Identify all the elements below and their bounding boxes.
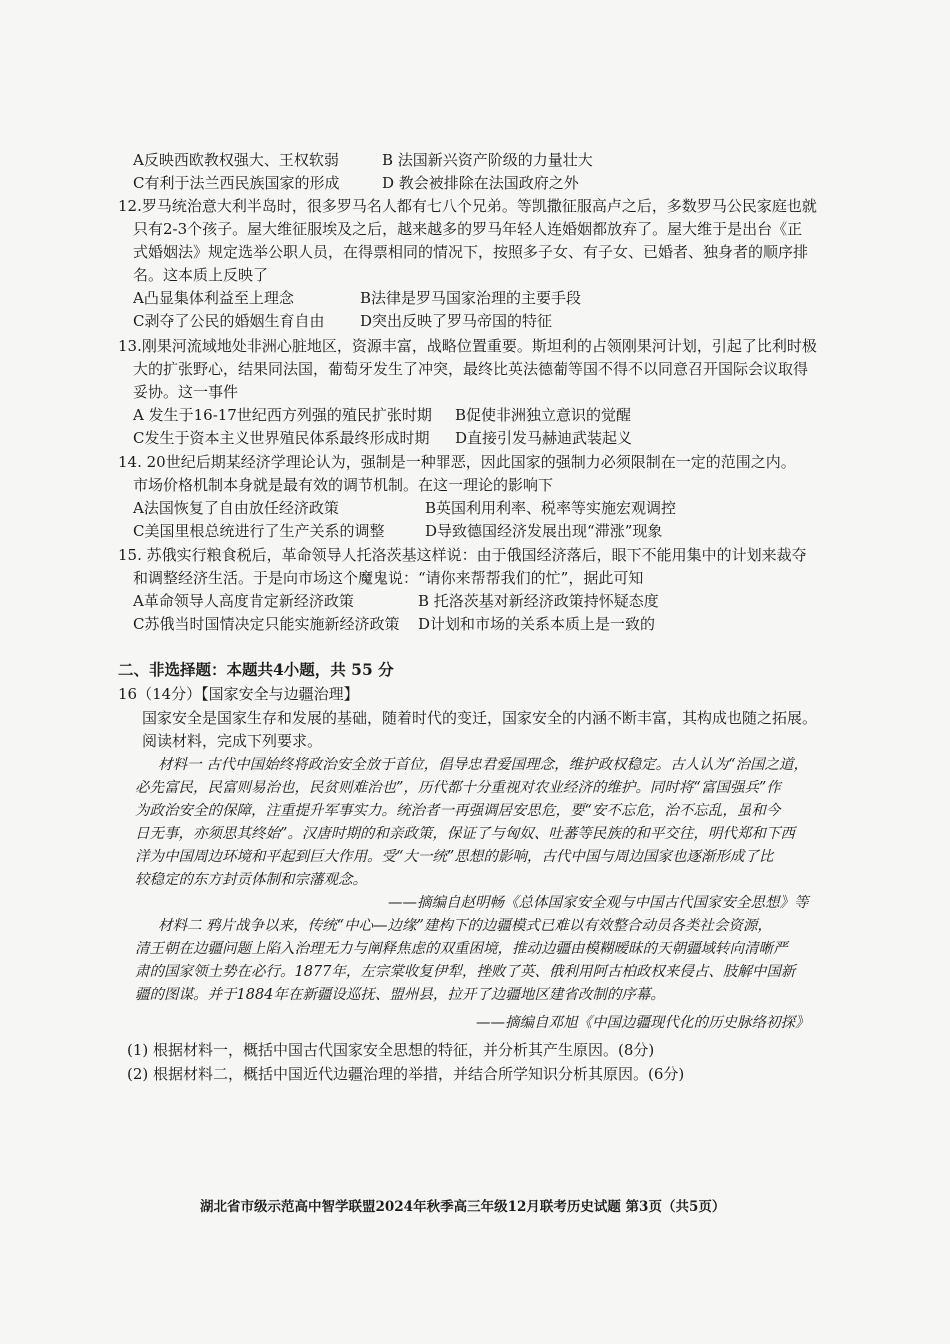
q14-option-b: B英国利用利率、税率等实施宏观调控 xyxy=(425,499,677,517)
q11-option-b: B 法国新兴资产阶级的力量壮大 xyxy=(382,151,593,169)
q14-option-c: C美国里根总统进行了生产关系的调整 xyxy=(133,522,385,540)
material1-line: 必先富民，民富则易治也，民贫则难治也”，历代都十分重视对农业经济的维护。同时将“富国强兵”作 xyxy=(135,780,781,796)
q11-option-a: A反映西欧教权强大、王权软弱 xyxy=(133,151,339,169)
q13-stem-line: 13.刚果河流域地处非洲心脏地区，资源丰富，战略位置重要。斯坦利的占领刚果河计划，引起了比利时极 xyxy=(118,337,817,355)
q12-stem-line: 12.罗马统治意大利半岛时，很多罗马名人都有七八个兄弟。等凯撒征服高卢之后，多数罗马公民家庭也就 xyxy=(118,197,817,215)
q13-option-a: A 发生于16-17世纪西方列强的殖民扩张时期 xyxy=(133,406,432,424)
q14-stem-line: 14. 20世纪后期某经济学理论认为，强制是一种罪恶，因此国家的强制力必须限制在一定的范围之内。 xyxy=(118,453,796,471)
q13-option-b: B促使非洲独立意识的觉醒 xyxy=(455,406,632,424)
q16-intro-line: 国家安全是国家生存和发展的基础，随着时代的变迁，国家安全的内涵不断丰富，其构成也随之拓展。 xyxy=(142,709,818,727)
q12-stem-line: 只有2-3个孩子。屋大维征服埃及之后，越来越多的罗马年轻人连婚姻都放弃了。屋大维于是出台《正 xyxy=(133,220,803,238)
material1-line: 较稳定的东方封贡体制和宗藩观念。 xyxy=(135,872,367,888)
q13-stem-line: 大的扩张野心，结果同法国，葡萄牙发生了冲突，最终比英法德葡等国不得不以同意召开国际会议取得 xyxy=(133,360,809,378)
q12-option-d: D突出反映了罗马帝国的特征 xyxy=(360,312,553,330)
q13-stem-line: 妥协。这一事件 xyxy=(133,383,239,401)
q11-option-d: D 教会被排除在法国政府之外 xyxy=(382,174,579,192)
q15-option-a: A革命领导人高度肯定新经济政策 xyxy=(133,592,354,610)
material2-line: 清王朝在边疆问题上陷入治理无力与阐释焦虑的双重困境，推动边疆由模糊暧昧的天朝疆域转向清晰严 xyxy=(135,941,788,957)
material1-line: 洋为中国周边环境和平起到巨大作用。受“大一统”思想的影响，古代中国与周边国家也逐渐形成了比 xyxy=(135,849,774,865)
page-footer: 湖北省市级示范高中智学联盟2024年秋季高三年级12月联考历史试题 第3页（共5页） xyxy=(200,1199,726,1215)
q15-option-c: C苏俄当时国情决定只能实施新经济政策 xyxy=(133,615,400,633)
material1-line: 日无事，亦须思其终始”。汉唐时期的和亲政策，保证了与匈奴、吐蕃等民族的和平交往，明代郑和下西 xyxy=(135,826,795,842)
q16-subquestion-1: (1) 根据材料一，概括中国古代国家安全思想的特征，并分析其产生原因。(8分) xyxy=(127,1041,655,1059)
material2-source: ——摘编自邓旭《中国边疆现代化的历史脉络初探》 xyxy=(476,1015,810,1031)
q15-stem-line: 15. 苏俄实行粮食税后，革命领导人托洛茨基这样说：由于俄国经济落后，眼下不能用集中的计划来裁夺 xyxy=(118,546,807,564)
q14-stem-line: 市场价格机制本身就是最有效的调节机制。在这一理论的影响下 xyxy=(133,476,554,494)
q12-stem-line: 名。这本质上反映了 xyxy=(133,266,269,284)
q15-option-b: B 托洛茨基对新经济政策持怀疑态度 xyxy=(418,592,659,610)
q12-stem-line: 式婚姻法》规定选举公职人员，在得票相同的情况下，按照多子女、有子女、已婚者、独身者的顺序排 xyxy=(133,243,809,261)
q13-option-c: C发生于资本主义世界殖民体系最终形成时期 xyxy=(133,429,430,447)
q12-option-c: C剥夺了公民的婚姻生育自由 xyxy=(133,312,325,330)
material1-source: ——摘编自赵明畅《总体国家安全观与中国古代国家安全思想》等 xyxy=(388,895,809,911)
q16-header: 16（14分）【国家安全与边疆治理】 xyxy=(118,685,359,703)
q13-option-d: D直接引发马赫迪武装起义 xyxy=(455,429,633,447)
section-title: 二、非选择题：本题共4小题，共 55 分 xyxy=(118,660,394,679)
material2-line: 肃的国家领土势在必行。1877年，左宗棠收复伊犁，挫败了英、俄利用阿古柏政权来侵占、肢解中国新 xyxy=(135,964,796,980)
q16-intro-line: 阅读材料，完成下列要求。 xyxy=(142,732,323,750)
q14-option-d: D导致德国经济发展出现“滞涨”现象 xyxy=(425,522,663,540)
q14-option-a: A法国恢复了自由放任经济政策 xyxy=(133,499,339,517)
material1-line: 材料一 古代中国始终将政治安全放于首位，倡导忠君爱国理念，维护政权稳定。古人认为“治国之道， xyxy=(158,757,809,773)
q12-option-b: B法律是罗马国家治理的主要手段 xyxy=(360,289,582,307)
material2-line: 材料二 鸦片战争以来，传统“中心—边缘”建构下的边疆模式已难以有效整合动员各类社会资源， xyxy=(158,918,772,934)
material2-line: 疆的图谋。并于1884年在新疆设巡抚、盟州县，拉开了边疆地区建省改制的序幕。 xyxy=(135,987,665,1003)
material1-line: 为政治安全的保障，注重提升军事实力。统治者一再强调居安思危，要“安不忘危，治不忘乱，虽和今 xyxy=(135,803,781,819)
q15-option-d: D计划和市场的关系本质上是一致的 xyxy=(418,615,656,633)
q16-subquestion-2: (2) 根据材料二，概括中国近代边疆治理的举措，并结合所学知识分析其原因。(6分) xyxy=(127,1065,685,1083)
q15-stem-line: 和调整经济生活。于是向市场这个魔鬼说：“请你来帮帮我们的忙”，据此可知 xyxy=(133,569,644,587)
q12-option-a: A凸显集体利益至上理念 xyxy=(133,289,294,307)
q11-option-c: C有利于法兰西民族国家的形成 xyxy=(133,174,340,192)
